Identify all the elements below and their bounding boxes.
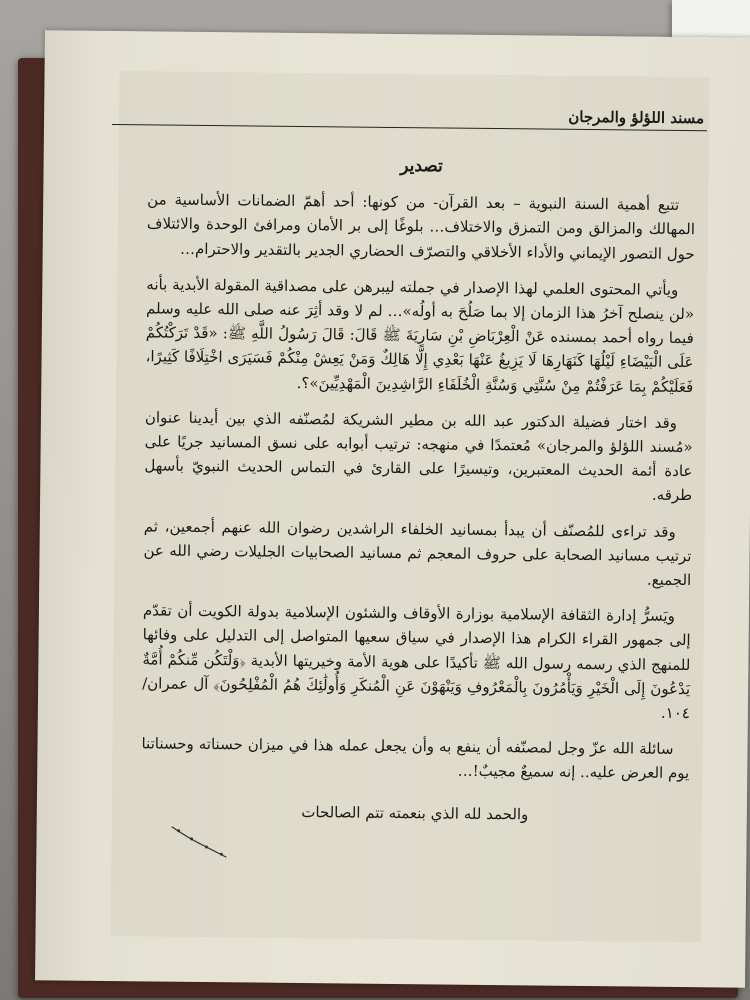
section-title: تصدير [400, 156, 443, 177]
paragraph-3: وقد اختار فضيلة الدكتور عبد الله بن مطير الشريكة لمُصنّفه الذي بين أيدينا عنوان «مُسند اللؤلؤ والمرجان» مُعتمدًا في منهجه: ترتيب أبوابه على نسق المسانيد جريًا على عادة أئمة الحديث المعتبرين، وتيسيرًا على القارئ في التماس الحديث النبويّ بأسهل طرقه. [144, 408, 693, 505]
page-body [141, 151, 696, 828]
running-head: مسند اللؤلؤ والمرجان [568, 107, 705, 128]
paragraph-2: ويأتي المحتوى العلمي لهذا الإصدار في جملته ليبرهن على مصداقية المقولة الأبدية بأنه «لن ينصلح آخرُ هذا الزمان إلا بما صَلُحَ به أولُه»… لم لا وقد أثِرَ عنه صلى الله عليه وسلم فيما رواه أحمد بمسنده عَنْ الْعِرْبَاضِ بْنِ سَارِيَةَ ﷺ قَالَ: قَالَ رَسُولُ اللَّهِ ﷺ: «قَدْ تَرَكْتُكُمْ عَلَى الْبَيْضَاءِ لَيْلُهَا كَنَهَارِهَا لَا يَزِيغُ عَنْهَا بَعْدِي إِلَّا هَالِكٌ وَمَنْ يَعِشْ مِنْكُمْ فَسَيَرَى اخْتِلَافًا كَثِيرًا، فَعَلَيْكُمْ بِمَا عَرَفْتُمْ مِنْ سُنَّتِي وَسُنَّةِ الْخُلَفَاءِ الرَّاشِدِينَ الْمَهْدِيِّينَ»؟. [145, 275, 695, 396]
paragraph-6: سائلة الله عزّ وجل لمصنّفه أن ينفع به وأن يجعل عمله هذا في ميزان حسناته وحسناتنا يوم العرض عليه.. إنه سميعٌ مجيبٌ!… [141, 734, 690, 783]
book-page [35, 30, 750, 987]
ornament-icon [166, 822, 236, 863]
closing-line: والحمد لله الذي بنعمته تتم الصالحات [301, 802, 529, 824]
paragraph-5: ويَسرُّ إدارة الثقافة الإسلامية بوزارة الأوقاف والشئون الإسلامية بدولة الكويت أن تقدّم إلى جمهور القراء الكرام هذا الإصدار في سياق سعيها المتواصل إلى التدليل على وفائها للمنهج الذي رسمه رسول الله ﷺ تأكيدًا على هوية الأمة وخيريتها الأبدية ﴿وَلْتَكُن مِّنكُمْ أُمَّةٌ يَدْعُونَ إِلَى الْخَيْرِ وَيَأْمُرُونَ بِالْمَعْرُوفِ وَيَنْهَوْنَ عَنِ الْمُنكَرِ وَأُولَٰئِكَ هُمُ الْمُفْلِحُونَ﴾ آل عمران/١٠٤. [142, 601, 691, 723]
paragraph-4: وقد تراءى للمُصنّف أن يبدأ بمسانيد الخلفاء الراشدين رضوان الله عنهم أجمعين، ثم ترتيب مسانيد الصحابة على حروف المعجم ثم مسانيد الصحابيات الجليلات رضي الله عن الجميع. [143, 517, 692, 590]
paragraph-1: تتبع أهمية السنة النبوية – بعد القرآن- من كونها: أحد أهمّ الضمانات الأساسية من المهالك والمزالق ومن التمزق والاختلاف… بلوغًا إلى بر الأمان ومرافئ الوحدة والائتلاف حول التصور الإيماني والأداء الأخلاقي والتصرّف الحضاري الجدير بالتقدير والاحترام… [146, 190, 696, 263]
